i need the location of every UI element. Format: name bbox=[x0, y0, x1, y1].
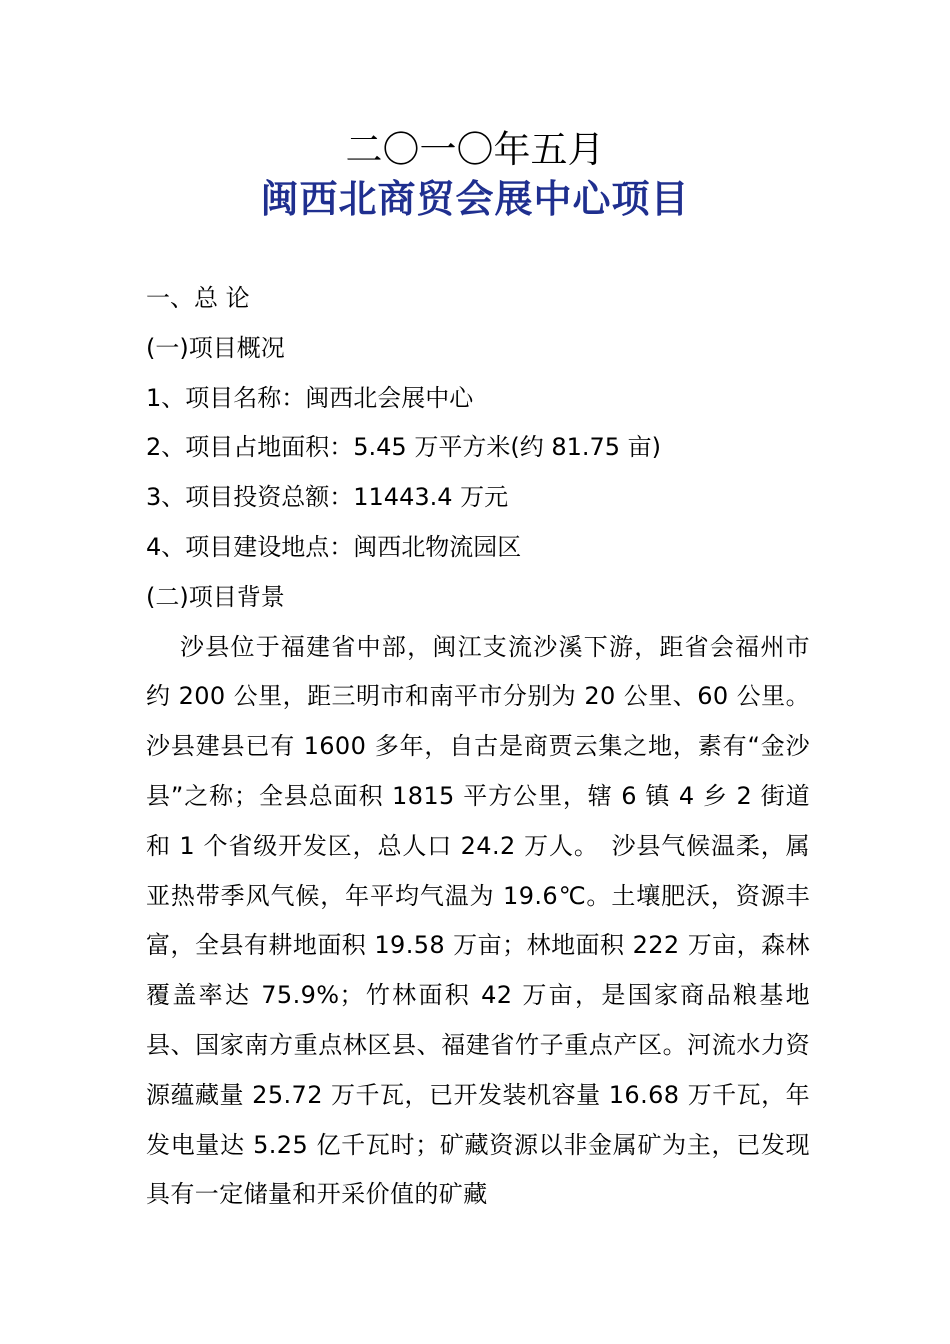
subsection-background: (二)项目背景 bbox=[146, 582, 285, 611]
item-project-location: 4、项目建设地点：闽西北物流园区 bbox=[146, 532, 522, 561]
item-project-investment: 3、项目投资总额：11443.4 万元 bbox=[146, 483, 509, 512]
subsection-overview: (一)项目概况 bbox=[146, 333, 285, 362]
item-project-area: 2、项目占地面积：5.45 万平方米(约 81.75 亩) bbox=[146, 433, 662, 462]
document-body bbox=[146, 274, 810, 1220]
document-date: 二〇一〇年五月 bbox=[345, 128, 605, 171]
background-paragraph: 沙县位于福建省中部，闽江支流沙溪下游，距省会福州市约 200 公里，距三明市和南平市分别为 20 公里、60 公里。沙县建县已有 1600 多年，自古是商贾云集之地，素有“金沙县”之称；全县总面积 1815 平方公里，辖 6 镇 4 乡 2 街道和 1 个省级开发区，总人口 24.2 万人。 沙县气候温柔，属亚热带季风气候，年平均气温为 19.6℃。土壤肥沃，资源丰富，全县有耕地面积 19.58 万亩；林地面积 222 万亩，森林覆盖率达 75.9%；竹林面积 42 万亩，是国家商品粮基地县、国家南方重点林区县、福建省竹子重点产区。河流水力资源蕴藏量 25.72 万千瓦，已开发装机容量 16.68 万千瓦，年发电量达 5.25 亿千瓦时；矿藏资源以非金属矿为主，已发现具有一定储量和开采价值的矿藏 bbox=[146, 632, 810, 1209]
item-project-name: 1、项目名称：闽西北会展中心 bbox=[146, 383, 474, 412]
document-title: 闽西北商贸会展中心项目 bbox=[260, 177, 690, 221]
section-heading: 一、总 论 bbox=[146, 284, 250, 312]
